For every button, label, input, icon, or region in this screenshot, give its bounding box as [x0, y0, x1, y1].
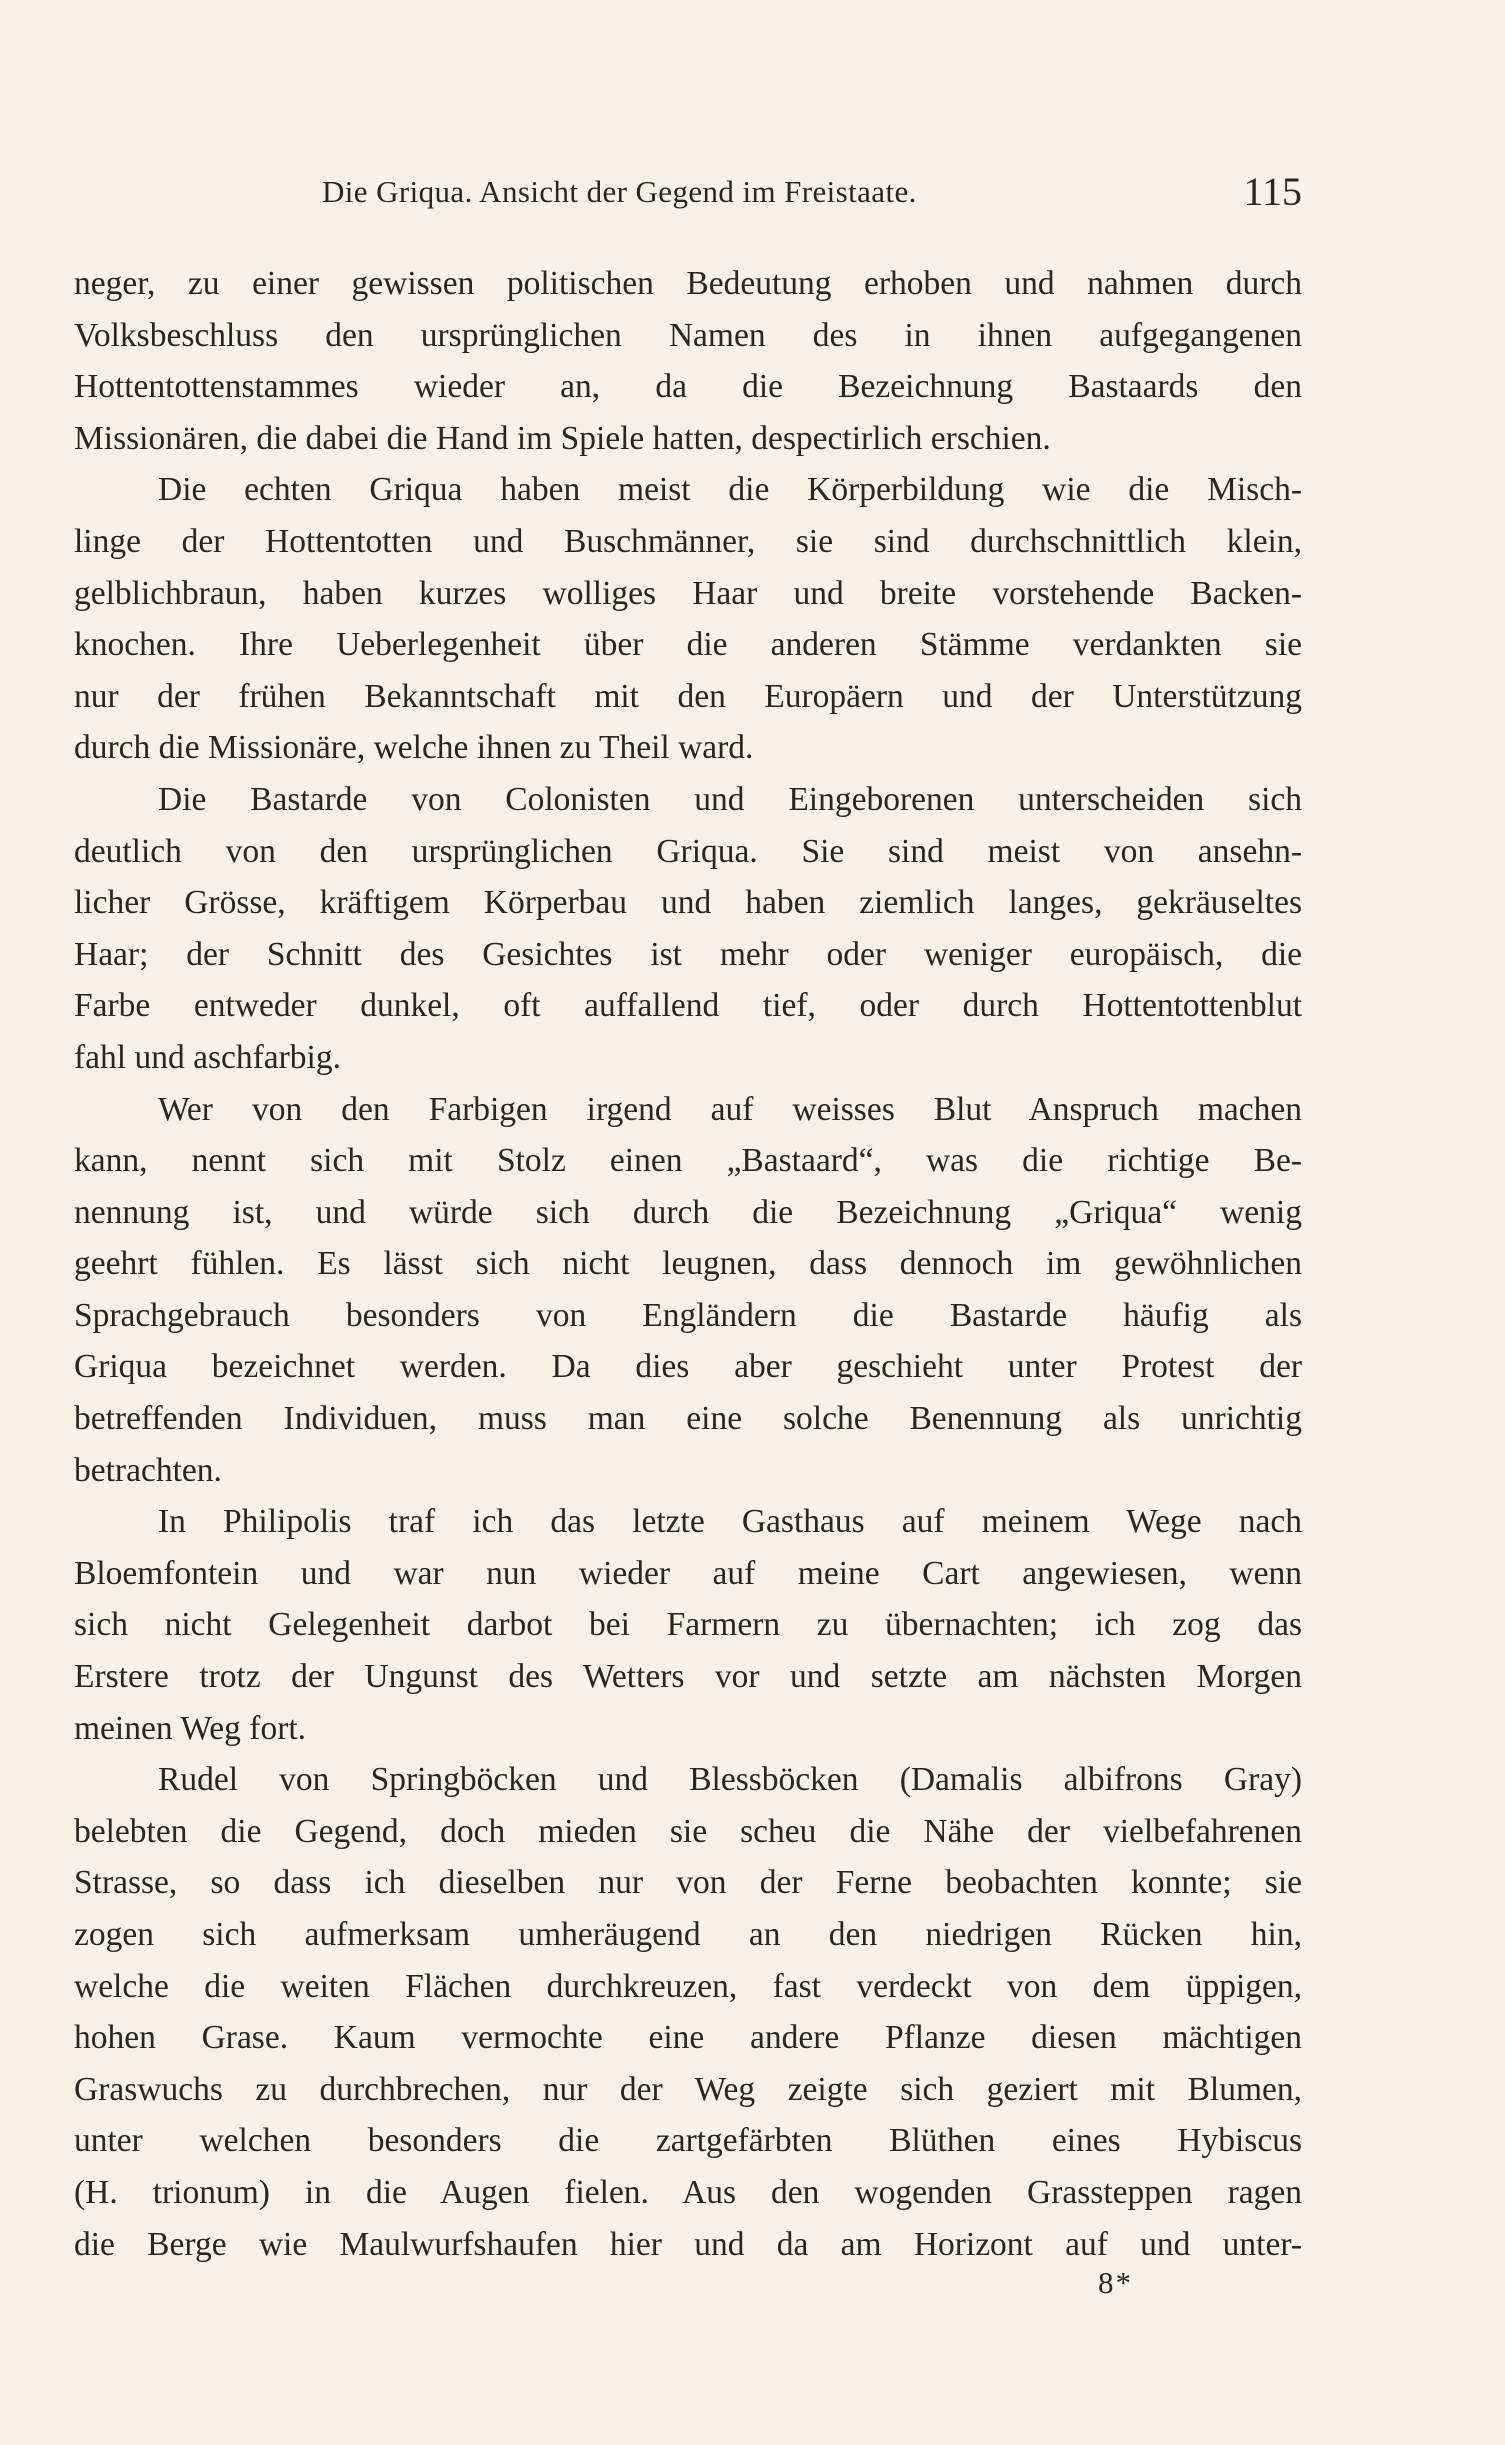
text-line: licher Grösse, kräftigem Körperbau und haben ziemlich langes, gekräuseltes — [74, 884, 1302, 922]
text-line: In Philipolis traf ich das letzte Gasthaus auf meinem Wege nach — [158, 1503, 1302, 1541]
text-line: Bloemfontein und war nun wieder auf meine Cart angewiesen, wenn — [74, 1554, 1302, 1592]
running-title: Die Griqua. Ansicht der Gegend im Freistaate. — [322, 174, 917, 209]
text-line: fahl und aschfarbig. — [74, 1038, 341, 1076]
text-line: betreffenden Individuen, muss man eine solche Benennung als unrichtig — [74, 1400, 1302, 1438]
page-number: 115 — [1243, 169, 1302, 214]
text-line: Hottentottenstammes wieder an, da die Bezeichnung Bastaards den — [74, 368, 1302, 406]
text-line: Missionären, die dabei die Hand im Spiele hatten, despectirlich erschien. — [74, 419, 1051, 457]
text-line: durch die Missionäre, welche ihnen zu Theil ward. — [74, 729, 754, 767]
text-line: Griqua bezeichnet werden. Da dies aber geschieht unter Protest der — [74, 1348, 1302, 1386]
text-line: die Berge wie Maulwurfshaufen hier und da am Horizont auf und unter- — [74, 2225, 1302, 2263]
text-line: kann, nennt sich mit Stolz einen „Bastaard“, was die richtige Be- — [74, 1142, 1302, 1180]
text-line: neger, zu einer gewissen politischen Bedeutung erhoben und nahmen durch — [74, 265, 1302, 302]
text-line: sich nicht Gelegenheit darbot bei Farmern zu übernachten; ich zog das — [74, 1606, 1302, 1644]
text-line: deutlich von den ursprünglichen Griqua. Sie sind meist von ansehn- — [74, 832, 1302, 870]
text-line: zogen sich aufmerksam umheräugend an den niedrigen Rücken hin, — [74, 1916, 1302, 1953]
text-line: Die echten Griqua haben meist die Körperbildung wie die Misch- — [158, 471, 1302, 509]
text-line: Graswuchs zu durchbrechen, nur der Weg zeigte sich geziert mit Blumen, — [74, 2070, 1302, 2108]
text-line: Erstere trotz der Ungunst des Wetters vor und setzte am nächsten Morgen — [74, 1658, 1302, 1696]
text-line: hohen Grase. Kaum vermochte eine andere Pflanze diesen mächtigen — [74, 2019, 1302, 2057]
text-line: Volksbeschluss den ursprünglichen Namen des in ihnen aufgegangenen — [74, 316, 1302, 354]
running-head — [322, 168, 1302, 218]
text-line: unter welchen besonders die zartgefärbten Blüthen eines Hybiscus — [74, 2122, 1302, 2160]
text-line: (H. trionum) in die Augen fielen. Aus den wogenden Grassteppen ragen — [74, 2173, 1302, 2211]
text-line: Wer von den Farbigen irgend auf weisses Blut Anspruch machen — [158, 1090, 1302, 1128]
text-line: belebten die Gegend, doch mieden sie scheu die Nähe der vielbefahrenen — [74, 1812, 1302, 1850]
text-line: nur der frühen Bekanntschaft mit den Europäern und der Unterstützung — [74, 677, 1302, 715]
text-line: welche die weiten Flächen durchkreuzen, fast verdeckt von dem üppigen, — [74, 1967, 1302, 2005]
text-line: betrachten. — [74, 1451, 222, 1489]
text-line: meinen Weg fort. — [74, 1709, 307, 1747]
text-line: geehrt fühlen. Es lässt sich nicht leugnen, dass dennoch im gewöhnlichen — [74, 1245, 1302, 1283]
text-line: nennung ist, und würde sich durch die Bezeichnung „Griqua“ wenig — [74, 1193, 1302, 1231]
text-line: Haar; der Schnitt des Gesichtes ist mehr oder weniger europäisch, die — [74, 935, 1302, 973]
text-line: linge der Hottentotten und Buschmänner, sie sind durchschnittlich klein, — [74, 522, 1302, 560]
text-line: gelblichbraun, haben kurzes wolliges Haar und breite vorstehende Backen- — [74, 574, 1302, 612]
text-line: Rudel von Springböcken und Blessböcken (Damalis albifrons Gray) — [158, 1761, 1302, 1799]
signature-mark: 8* — [1098, 2265, 1133, 2300]
body-text — [74, 258, 1302, 2270]
text-line: knochen. Ihre Ueberlegenheit über die anderen Stämme verdankten sie — [74, 626, 1302, 664]
text-line: Sprachgebrauch besonders von Engländern die Bastarde häufig als — [74, 1296, 1302, 1334]
text-line: Farbe entweder dunkel, oft auffallend tief, oder durch Hottentottenblut — [74, 987, 1302, 1025]
text-line: Die Bastarde von Colonisten und Eingeborenen unterscheiden sich — [158, 780, 1302, 818]
text-line: Strasse, so dass ich dieselben nur von der Ferne beobachten konnte; sie — [74, 1864, 1302, 1902]
